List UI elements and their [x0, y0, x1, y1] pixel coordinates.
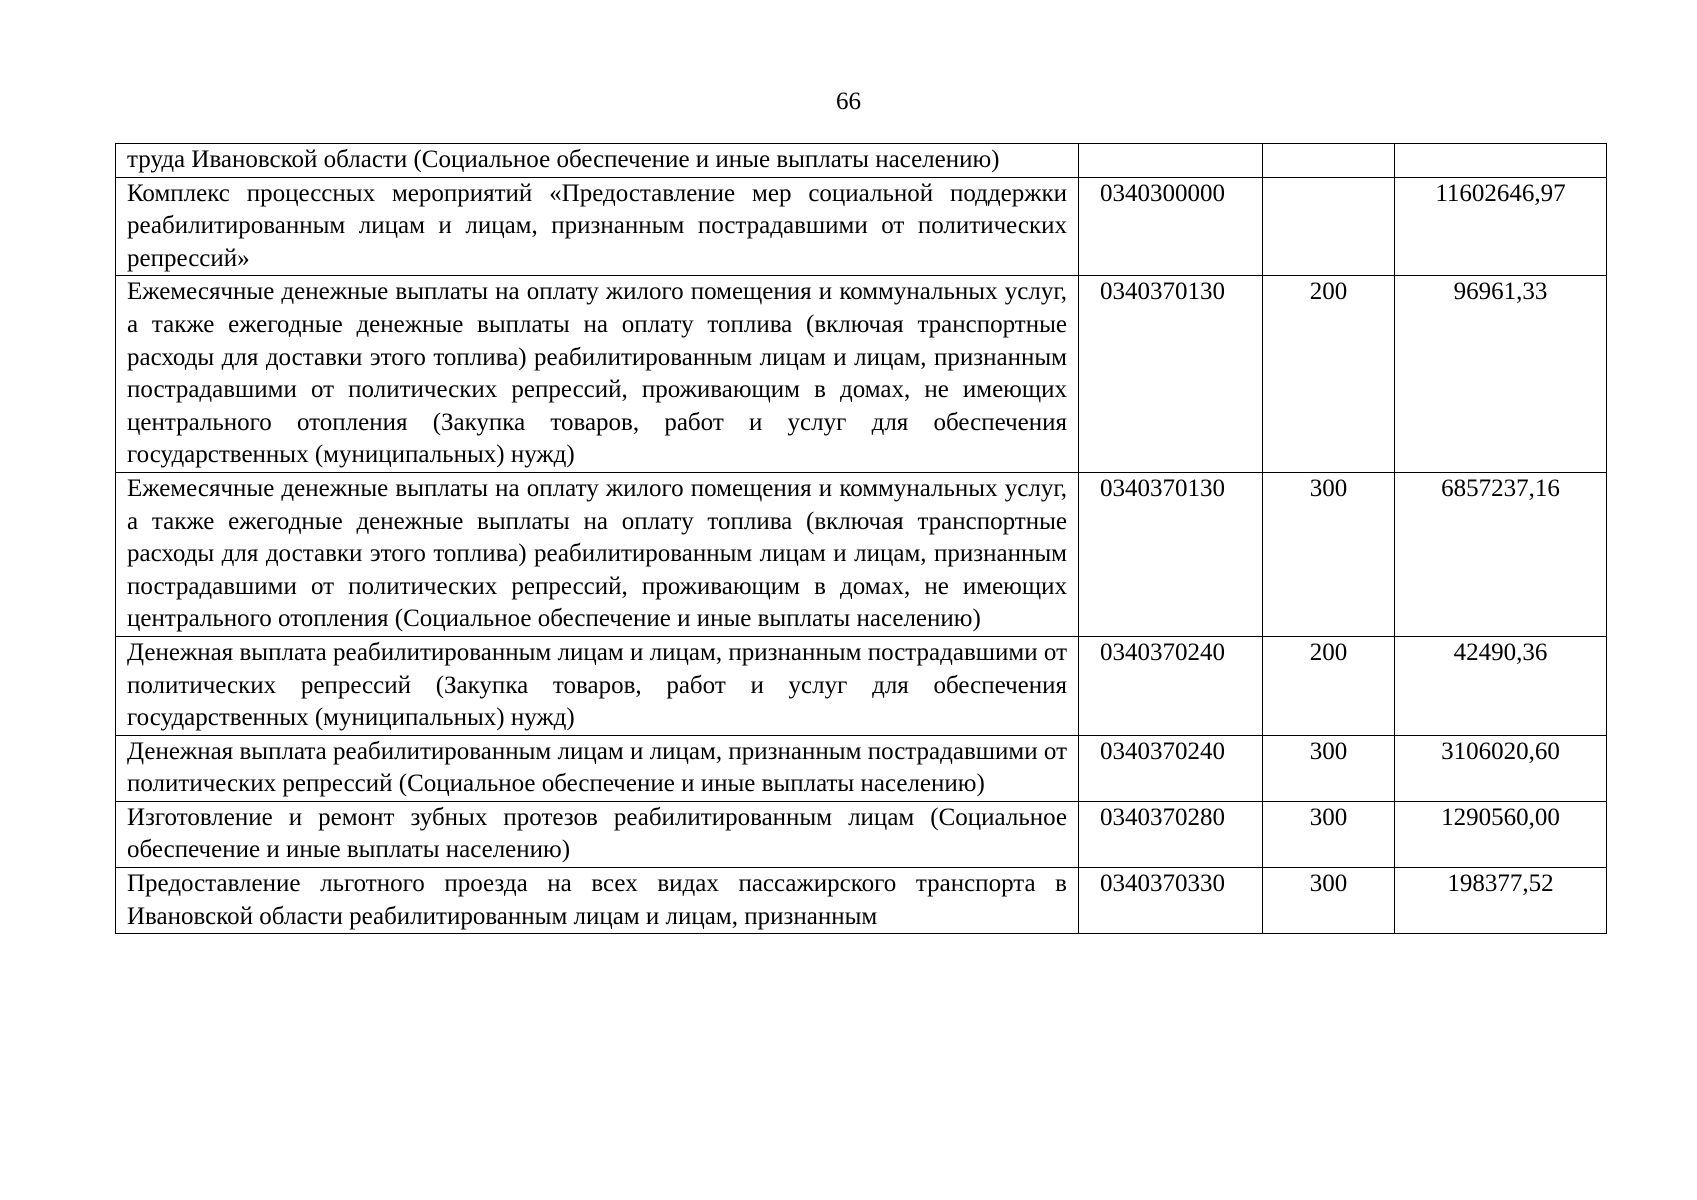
row-name-cell: Денежная выплата реабилитированным лицам и лицам, признанным пострадавшими от политических репрессий (Закупка товаров, работ и услуг для обеспечения государственных (муниципальных) нужд) [116, 636, 1079, 735]
table-row [116, 735, 1607, 801]
row-name-cell: Ежемесячные денежные выплаты на оплату жилого помещения и коммунальных услуг, а также ежегодные денежные выплаты на оплату топлива (включая транспортные расходы для доставки этого топлива) реабилитированным лицам и лицам, признанным пострадавшими от политических репрессий, проживающим в домах, не имеющих центрального отопления (Закупка товаров, работ и услуг для обеспечения государственных (муниципальных) нужд) [116, 276, 1079, 473]
expense-type-code-cell [1263, 144, 1395, 178]
table-row [116, 177, 1607, 276]
target-article-code-cell [1079, 144, 1263, 178]
page-number: 66 [836, 88, 861, 115]
table-row [116, 472, 1607, 636]
row-name-cell: Денежная выплата реабилитированным лицам и лицам, признанным пострадавшими от политических репрессий (Социальное обеспечение и иные выплаты населению) [116, 735, 1079, 801]
target-article-code-cell: 0340370240 [1079, 636, 1263, 735]
target-article-code-cell: 0340370240 [1079, 735, 1263, 801]
row-name-cell: труда Ивановской области (Социальное обеспечение и иные выплаты населению) [116, 144, 1079, 178]
table-row [116, 144, 1607, 178]
table-row [116, 276, 1607, 473]
row-name-cell: Ежемесячные денежные выплаты на оплату жилого помещения и коммунальных услуг, а также ежегодные денежные выплаты на оплату топлива (включая транспортные расходы для доставки этого топлива) реабилитированным лицам и лицам, признанным пострадавшими от политических репрессий, проживающим в домах, не имеющих центрального отопления (Социальное обеспечение и иные выплаты населению) [116, 472, 1079, 636]
row-name-cell: Предоставление льготного проезда на всех видах пассажирского транспорта в Ивановской области реабилитированным лицам и лицам, признанным [116, 868, 1079, 934]
expense-type-code-cell [1263, 177, 1395, 276]
amount-cell: 3106020,60 [1395, 735, 1607, 801]
expense-type-code-cell: 300 [1263, 472, 1395, 636]
expense-type-code-cell: 200 [1263, 276, 1395, 473]
target-article-code-cell: 0340370330 [1079, 868, 1263, 934]
amount-cell: 96961,33 [1395, 276, 1607, 473]
amount-cell [1395, 144, 1607, 178]
table-row [116, 868, 1607, 934]
expense-type-code-cell: 300 [1263, 735, 1395, 801]
table-row [116, 636, 1607, 735]
budget-table [115, 143, 1607, 934]
expense-type-code-cell: 300 [1263, 801, 1395, 867]
amount-cell: 1290560,00 [1395, 801, 1607, 867]
row-name-cell: Комплекс процессных мероприятий «Предоставление мер социальной поддержки реабилитированным лицам и лицам, признанным пострадавшими от политических репрессий» [116, 177, 1079, 276]
amount-cell: 11602646,97 [1395, 177, 1607, 276]
table-row [116, 801, 1607, 867]
target-article-code-cell: 0340370280 [1079, 801, 1263, 867]
amount-cell: 6857237,16 [1395, 472, 1607, 636]
target-article-code-cell: 0340370130 [1079, 472, 1263, 636]
expense-type-code-cell: 300 [1263, 868, 1395, 934]
expense-type-code-cell: 200 [1263, 636, 1395, 735]
amount-cell: 198377,52 [1395, 868, 1607, 934]
target-article-code-cell: 0340370130 [1079, 276, 1263, 473]
row-name-cell: Изготовление и ремонт зубных протезов реабилитированным лицам (Социальное обеспечение и иные выплаты населению) [116, 801, 1079, 867]
target-article-code-cell: 0340300000 [1079, 177, 1263, 276]
amount-cell: 42490,36 [1395, 636, 1607, 735]
